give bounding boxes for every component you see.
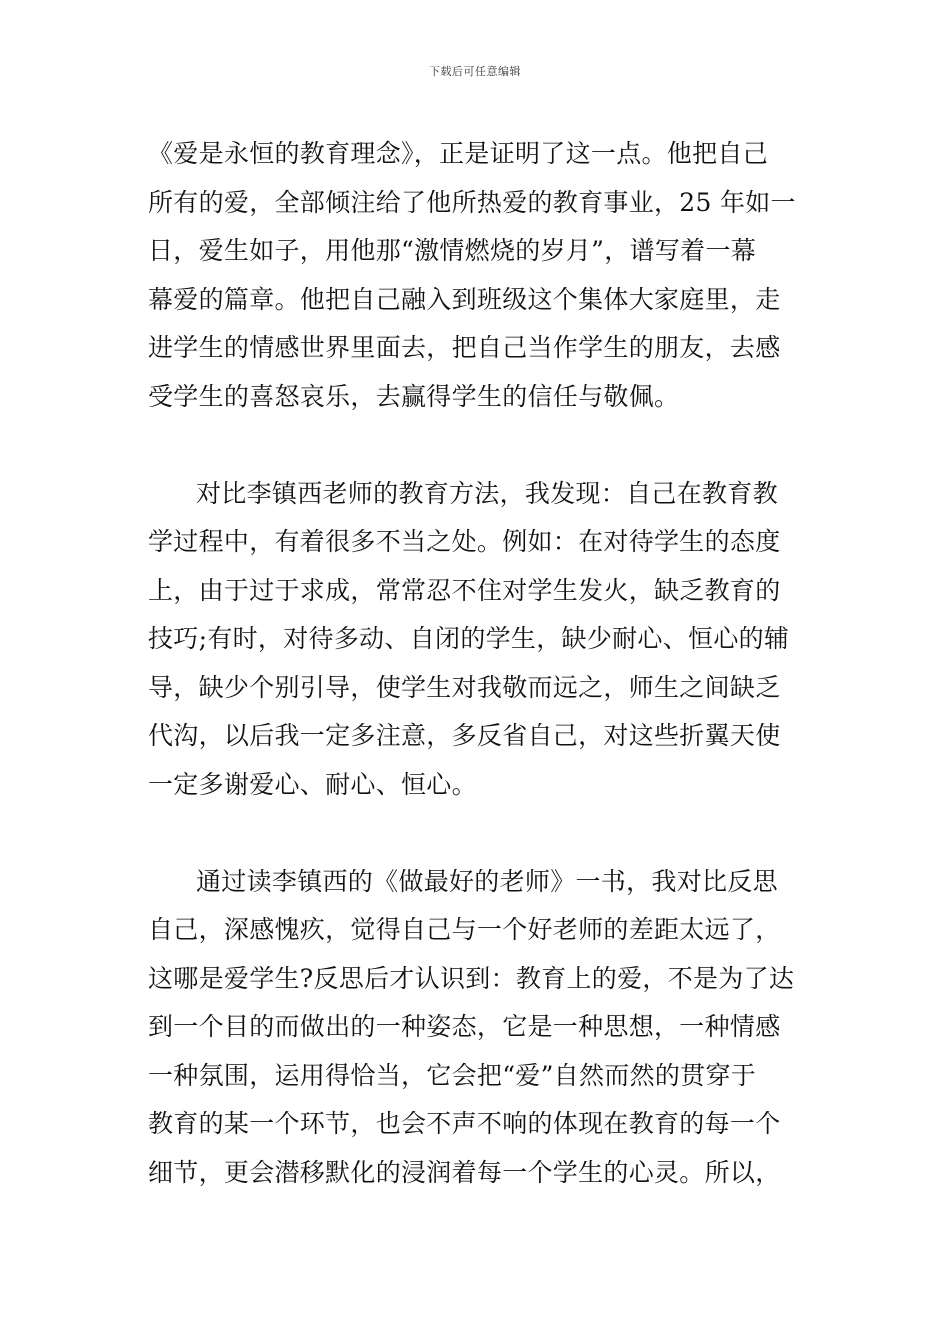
paragraph-line: 所有的爱，全部倾注给了他所热爱的教育事业，25 年如一 bbox=[148, 187, 796, 217]
paragraph-line: 通过读李镇西的《做最好的老师》一书，我对比反思 bbox=[196, 866, 778, 896]
paragraph-line: 到一个目的而做出的一种姿态，它是一种思想，一种情感 bbox=[148, 1012, 781, 1041]
paragraph-line: 对比李镇西老师的教育方法，我发现：自己在教育教 bbox=[196, 478, 778, 508]
paragraph-1 bbox=[148, 130, 812, 421]
paragraph-line: 教育的某一个环节，也会不声不响的体现在教育的每一个 bbox=[148, 1109, 781, 1138]
paragraph-line: 这哪是爱学生?反思后才认识到：教育上的爱，不是为了达 bbox=[148, 963, 795, 993]
paragraph-line: 一种氛围，运用得恰当，它会把“爱”自然而然的贯穿于 bbox=[148, 1060, 757, 1090]
paragraph-spacer bbox=[148, 421, 812, 470]
paragraph-line: 学过程中，有着很多不当之处。例如：在对待学生的态度 bbox=[148, 527, 781, 556]
paragraph-line: 一定多谢爱心、耐心、恒心。 bbox=[148, 769, 477, 799]
paragraph-line: 上，由于过于求成，常常忍不住对学生发火，缺乏教育的 bbox=[148, 575, 781, 605]
paragraph-2 bbox=[148, 470, 812, 810]
paragraph-line: 技巧;有时，对待多动、自闭的学生，缺少耐心、恒心的辅 bbox=[148, 624, 790, 653]
paragraph-line: 细节，更会潜移默化的浸润着每一个学生的心灵。所以， bbox=[148, 1157, 781, 1187]
page-header: 下载后可任意编辑 bbox=[429, 65, 521, 78]
paragraph-line: 受学生的喜怒哀乐，去赢得学生的信任与敬佩。 bbox=[148, 381, 680, 411]
paragraph-line: 《爱是永恒的教育理念》，正是证明了这一点。他把自己 bbox=[148, 139, 769, 168]
paragraph-line: 日，爱生如子，用他那“激情燃烧的岁月”，谱写着一幕 bbox=[148, 236, 757, 265]
paragraph-spacer bbox=[148, 809, 812, 858]
paragraph-line: 进学生的情感世界里面去，把自己当作学生的朋友，去感 bbox=[148, 333, 781, 362]
paragraph-line: 自己，深感愧疚，觉得自己与一个好老师的差距太远了， bbox=[148, 915, 781, 944]
document-body bbox=[148, 130, 812, 1197]
paragraph-line: 代沟，以后我一定多注意，多反省自己，对这些折翼天使 bbox=[148, 721, 781, 750]
paragraph-line: 幕爱的篇章。他把自己融入到班级这个集体大家庭里，走 bbox=[148, 284, 781, 314]
paragraph-3 bbox=[148, 858, 812, 1198]
paragraph-line: 导，缺少个别引导，使学生对我敬而远之，师生之间缺乏 bbox=[148, 672, 781, 702]
